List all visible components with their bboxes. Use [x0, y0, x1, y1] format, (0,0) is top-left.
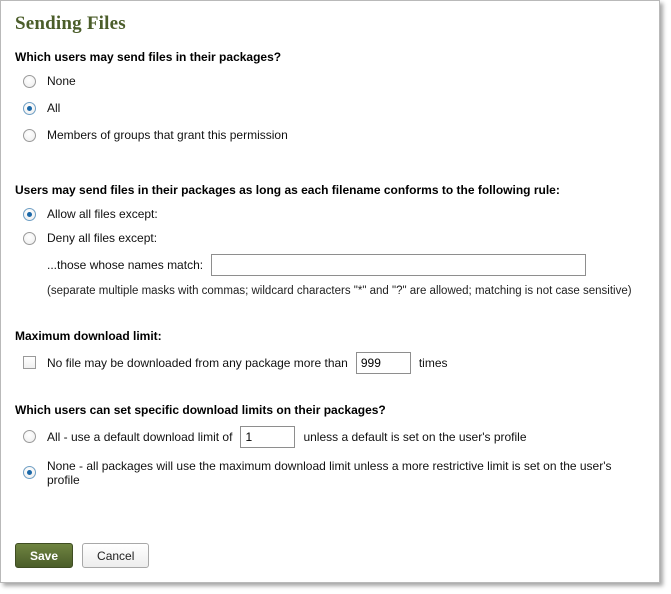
checkbox-max-download-limit[interactable]	[23, 356, 36, 369]
filename-mask-hint: (separate multiple masks with commas; wildcard characters "*" and "?" are allowed; matching is not case sensitive)	[47, 285, 632, 297]
filename-rule-question: Users may send files in their packages as long as each filename conforms to the following rule:	[15, 183, 560, 197]
filename-match-label: ...those whose names match:	[47, 258, 204, 272]
radio-row-send-groups[interactable]	[15, 127, 645, 143]
radio-row-specific-none[interactable]	[15, 459, 645, 487]
radio-allow-all-except[interactable]	[23, 208, 36, 221]
radio-label-send-groups: Members of groups that grant this permission	[47, 128, 288, 142]
radio-row-send-all[interactable]	[15, 100, 645, 116]
default-download-limit-input[interactable]	[240, 426, 295, 448]
radio-send-groups[interactable]	[23, 129, 36, 142]
form-actions	[15, 543, 149, 568]
radio-deny-all-except[interactable]	[23, 232, 36, 245]
radio-send-none[interactable]	[23, 75, 36, 88]
download-limit-row	[15, 352, 645, 374]
checkbox-label-max-download-limit: No file may be downloaded from any package more than	[47, 355, 348, 370]
radio-specific-all[interactable]	[23, 430, 36, 443]
filename-match-row	[15, 254, 645, 276]
radio-specific-none[interactable]	[23, 466, 36, 479]
radio-row-deny-all[interactable]	[15, 230, 645, 246]
cancel-button[interactable]: Cancel	[82, 543, 149, 568]
filename-mask-input[interactable]	[211, 254, 586, 276]
who-may-send-question: Which users may send files in their packages?	[15, 50, 282, 64]
save-button[interactable]: Save	[15, 543, 73, 568]
radio-label-specific-none: None - all packages will use the maximum download limit unless a more restrictive limit is set on the user's profile	[47, 458, 612, 487]
page-title: Sending Files	[15, 13, 126, 34]
download-limit-question: Maximum download limit:	[15, 328, 162, 343]
radio-label-specific-all-after: unless a default is set on the user's profile	[303, 429, 527, 444]
radio-label-deny-all-except: Deny all files except:	[47, 231, 158, 245]
specific-limits-question: Which users can set specific download limits on their packages?	[15, 402, 386, 417]
radio-label-send-all: All	[47, 101, 61, 115]
radio-label-specific-all-before: All - use a default download limit of	[47, 429, 233, 444]
radio-row-send-none[interactable]	[15, 73, 645, 89]
radio-row-specific-all[interactable]	[15, 426, 645, 448]
max-download-count-input[interactable]	[356, 352, 411, 374]
radio-label-allow-all-except: Allow all files except:	[47, 207, 158, 221]
radio-row-allow-all[interactable]	[15, 206, 645, 222]
radio-label-send-none: None	[47, 74, 76, 88]
radio-send-all[interactable]	[23, 102, 36, 115]
max-download-times-label: times	[418, 355, 448, 370]
